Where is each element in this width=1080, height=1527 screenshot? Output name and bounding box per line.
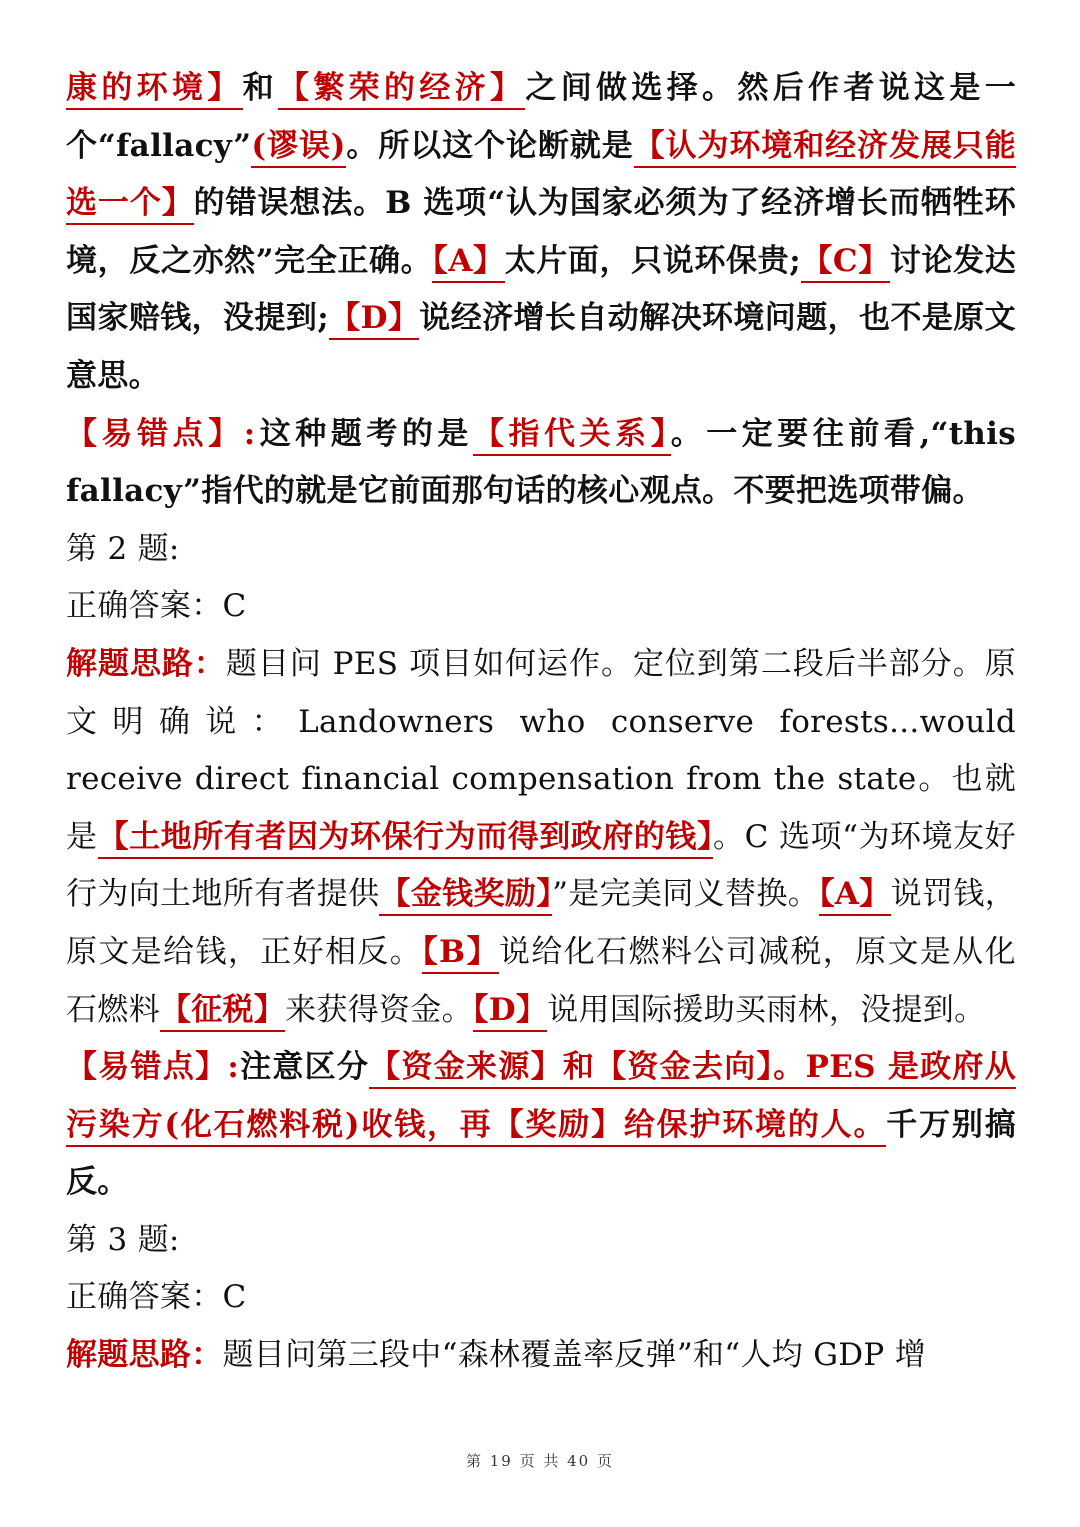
- highlight-money-reward: 【金钱奖励】: [379, 876, 552, 916]
- highlight-fallacy-translation: (谬误): [251, 128, 345, 168]
- text-segment: 说给化石燃料公司减税，原文是从化石燃料: [66, 933, 1016, 1028]
- text-segment: 千万别搞反。: [66, 1106, 1016, 1201]
- highlight-landowners-paid: 【土地所有者因为环保行为而得到政府的钱】: [98, 819, 713, 859]
- text-segment: 太片面，只说环保贵;: [504, 242, 801, 279]
- text-segment: 讨论发达国家赔钱，没提到;: [66, 242, 1017, 337]
- text-segment: 这种题考的是: [255, 415, 473, 452]
- highlight-reference-relation: 【指代关系】: [473, 416, 671, 456]
- q3-answer: 正确答案：C: [66, 1279, 247, 1316]
- text-segment: 的错误想法。B 选项“认为国家必须为了经济增长而牺牲环境，反之亦然”完全正确。: [66, 185, 1016, 279]
- highlight-false-dichotomy: 【认为环境和经济发展只能选一个】: [66, 128, 1016, 226]
- option-d-marker: 【D】: [473, 992, 547, 1032]
- text-segment: 说用国际援助买雨林，没提到。: [547, 991, 986, 1028]
- text-segment: 题目问 PES 项目如何运作。定位到第二段后半部分。原文明确说：Landowners who conserve forests...would receive direct financial compensation from the state。也就是: [66, 645, 1017, 855]
- text-segment: 注意区分: [239, 1049, 370, 1086]
- text-segment: 来获得资金。: [285, 991, 473, 1028]
- option-b-marker: 【B】: [422, 934, 499, 974]
- text-segment: 说经济增长自动解决环境问题，也不是原文意思。: [66, 300, 1016, 394]
- q1-pitfall: [66, 406, 1016, 521]
- pitfall-label: 【易错点】:: [66, 415, 256, 452]
- text-segment: 。所以这个论断就是: [345, 127, 634, 164]
- option-c-marker: 【C】: [801, 243, 890, 283]
- q2-heading: 第 2 题:: [66, 530, 180, 567]
- q3-heading: 第 3 题:: [66, 1221, 180, 1258]
- q2-answer: 正确答案：C: [66, 588, 247, 625]
- text-segment: 说罚钱，原文是给钱，正好相反。: [66, 876, 1017, 970]
- text-segment: 之间做选择。然后作者说这是一个“fallacy”: [66, 70, 1016, 164]
- highlight-fund-flow: 【资金来源】和【资金去向】。PES 是政府从污染方(化石燃料税)收钱，再【奖励】给保护环境的人。: [66, 1049, 1016, 1147]
- page-body: [66, 60, 1016, 1385]
- option-d-marker: 【D】: [329, 300, 419, 340]
- q3-explanation: [66, 1327, 1016, 1385]
- text-segment: ”是完美同义替换。: [552, 876, 820, 913]
- option-a-marker: 【A】: [819, 876, 891, 916]
- highlight-taxation: 【征税】: [160, 992, 285, 1032]
- highlight-prosperous-economy: 【繁荣的经济】: [278, 70, 525, 110]
- page-footer: 第 19 页 共 40 页: [465, 1452, 614, 1470]
- text-segment: 。C 选项“为环境友好行为向土地所有者提供: [66, 818, 1016, 913]
- solution-label: 解题思路：: [66, 645, 226, 682]
- option-a-marker: 【A】: [432, 243, 504, 283]
- q2-pitfall: [66, 1039, 1016, 1212]
- pitfall-label: 【易错点】:: [66, 1049, 240, 1086]
- solution-label: 解题思路：: [66, 1337, 223, 1374]
- q2-explanation: [66, 636, 1016, 1039]
- highlight-healthy-environment: 康的环境】: [66, 70, 243, 110]
- text-segment: 。一定要往前看,“this fallacy”指代的就是它前面那句话的核心观点。不要把选项带偏。: [66, 415, 1016, 510]
- q1-explanation-tail: [66, 60, 1016, 406]
- text-segment: 和: [242, 70, 279, 106]
- text-segment: 题目问第三段中“森林覆盖率反弹”和“人均 GDP 增: [222, 1337, 927, 1374]
